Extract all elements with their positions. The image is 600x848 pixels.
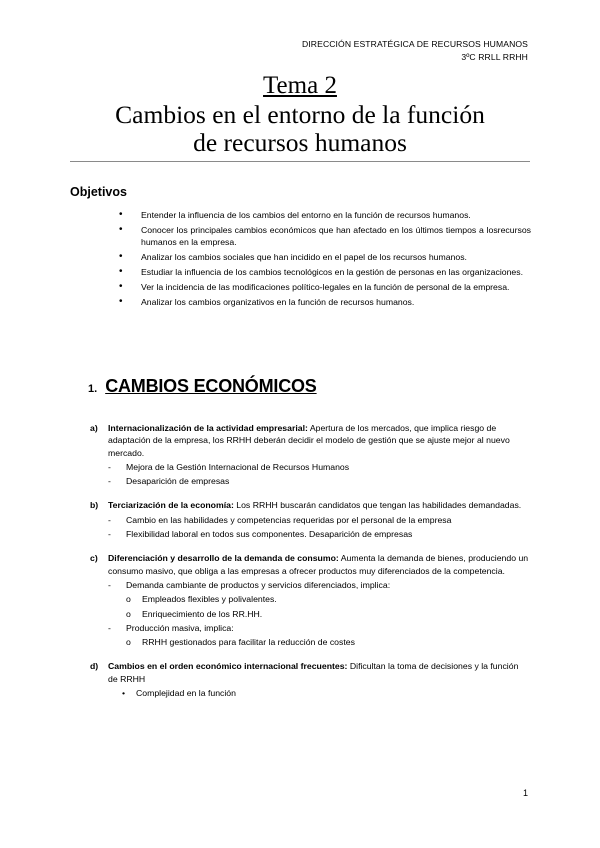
- item-title: Diferenciación y desarrollo de la demanda de consumo:: [108, 553, 339, 564]
- item-text: Los RRHH buscarán candidatos que tengan las habilidades demandadas.: [233, 500, 522, 511]
- list-item: • Analizar los cambios sociales que han incidido en el papel de los recursos humanos.: [141, 251, 531, 263]
- title-block: [70, 72, 530, 156]
- item-paragraph: [108, 552, 530, 577]
- sub-item: o RRHH gestionados para facilitar la reducción de costes: [126, 636, 530, 648]
- item-paragraph: [108, 499, 530, 511]
- subtitle-line-2: de recursos humanos: [193, 128, 407, 157]
- tema-title: Tema 2: [263, 72, 337, 99]
- item-letter: a): [90, 423, 98, 433]
- dash-item: - Flexibilidad laboral en todos sus componentes. Desaparición de empresas: [108, 528, 530, 540]
- item-letter: b): [90, 500, 99, 511]
- dash-item: - Mejora de la Gestión Internacional de Recursos Humanos: [108, 461, 530, 473]
- sub-item: o Enriquecimiento de los RR.HH.: [126, 608, 530, 620]
- item-text: Aumenta la demanda de bienes, produciendo un consumo masivo, que obliga a las empresas a ofrecer productos muy diferenciados de la competencia.: [108, 553, 529, 576]
- list-item: • Ver la incidencia de las modificaciones político-legales en la función de personal de la empresa.: [141, 281, 531, 293]
- item-paragraph: [108, 422, 530, 459]
- subtitle-line-1: Cambios en el entorno de la función: [115, 100, 485, 129]
- item-text: Apertura de los mercados, que implica riesgo de adaptación de la empresa, los RRHH deberán decidir el modelo de gestión que se ajuste mejor al nuevo mercado.: [108, 423, 510, 458]
- item-title: Terciarización de la economía:: [108, 500, 234, 511]
- list-item: • Entender la influencia de los cambios del entorno en la función de recursos humanos.: [141, 209, 531, 221]
- page-header: [302, 38, 528, 64]
- section-heading: [88, 376, 317, 397]
- objetivos-heading: Objetivos: [70, 185, 127, 199]
- item-paragraph: [108, 660, 530, 685]
- item-text: Dificultan la toma de decisiones y la función de RRHH: [108, 661, 519, 684]
- item-c: [88, 552, 530, 648]
- dash-item: - Desaparición de empresas: [108, 475, 530, 487]
- section-number: 1.: [88, 383, 98, 395]
- section-content: [88, 422, 530, 711]
- objetivos-list: [141, 209, 531, 311]
- dash-item: - Demanda cambiante de productos y servicios diferenciados, implica:: [108, 579, 530, 591]
- list-item: • Analizar los cambios organizativos en la función de recursos humanos.: [141, 296, 531, 308]
- dash-item: - Cambio en las habilidades y competencias requeridas por el personal de la empresa: [108, 514, 530, 526]
- bullet-item: • Complejidad en la función: [122, 687, 530, 699]
- item-a: [88, 422, 530, 487]
- page-number: 1: [522, 788, 528, 798]
- sub-item: o Empleados flexibles y polivalentes.: [126, 593, 530, 605]
- item-d: [88, 660, 530, 699]
- list-item: • Estudiar la influencia de los cambios tecnológicos en la gestión de personas en las organizaciones.: [141, 266, 531, 278]
- section-title: CAMBIOS ECONÓMICOS: [105, 376, 317, 396]
- title-divider: [70, 161, 530, 162]
- item-b: [88, 499, 530, 540]
- item-letter: d): [90, 661, 99, 672]
- dash-item: - Producción masiva, implica:: [108, 622, 530, 634]
- list-item: • Conocer los principales cambios económicos que han afectado en los últimos tiempos a losrecursos humanos en la empresa.: [141, 224, 531, 248]
- header-course: DIRECCIÓN ESTRATÉGICA DE RECURSOS HUMANOS: [302, 39, 528, 49]
- item-title: Cambios en el orden económico internacional frecuentes:: [108, 661, 348, 672]
- item-letter: c): [90, 553, 98, 564]
- item-title: Internacionalización de la actividad empresarial:: [108, 423, 308, 433]
- header-group: 3ºC RRLL RRHH: [461, 52, 528, 62]
